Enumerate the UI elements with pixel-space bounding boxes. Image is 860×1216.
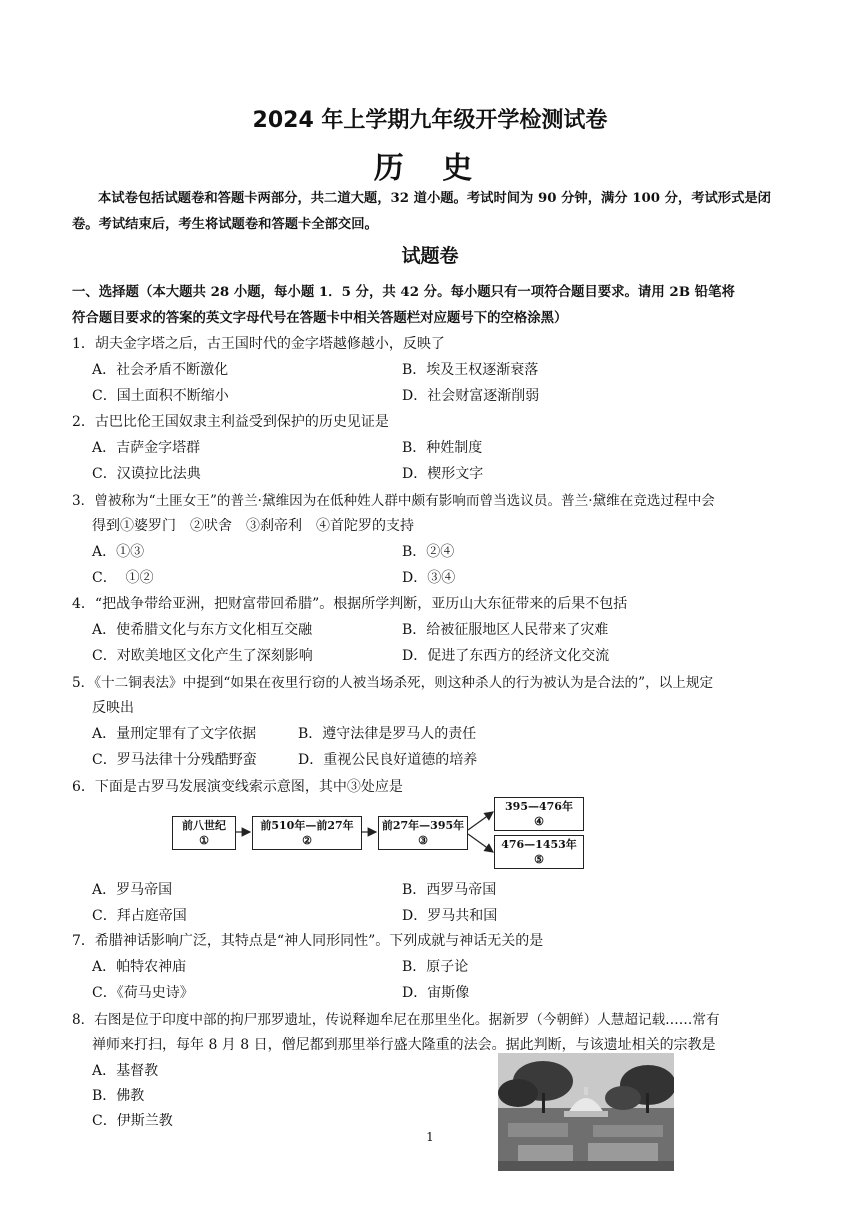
timeline-box-4	[494, 797, 584, 831]
question-5-stem-line-1: 5．《十二铜表法》中提到“如果在夜里行窃的人被当场杀死，则这种杀人的行为被认为是合法的”，以上规定	[72, 675, 714, 691]
question-3-option-a: A．①③	[92, 544, 145, 560]
question-8-stem-line-1: 8．右图是位于印度中部的拘尸那罗遗址，传说释迦牟尼在那里坐化。据新罗（今朝鲜）人慧超记载……常有	[72, 1012, 720, 1028]
question-6-option-d: D．罗马共和国	[402, 908, 498, 924]
page-number: 1	[426, 1130, 434, 1144]
timeline-box-2	[252, 816, 362, 850]
question-2-option-c: C．汉谟拉比法典	[92, 466, 201, 482]
question-1-option-d: D．社会财富逐渐削弱	[402, 388, 540, 404]
timeline-box-1	[172, 816, 236, 850]
timeline-box-4-mark: ④	[534, 815, 544, 828]
timeline-box-1-period: 前八世纪	[182, 819, 226, 832]
question-7-option-b: B．原子论	[402, 959, 469, 975]
question-4-option-d: D．促进了东西方的经济文化交流	[402, 648, 610, 664]
question-4-option-b: B．给被征服地区人民带来了灾难	[402, 622, 609, 638]
question-5-option-c: C．罗马法律十分残酷野蛮	[92, 752, 257, 768]
question-2-option-a: A．吉萨金字塔群	[92, 440, 201, 456]
timeline-box-2-period: 前510年—前27年	[260, 819, 354, 832]
question-6-option-a: A．罗马帝国	[92, 882, 173, 898]
timeline-box-3-mark: ③	[418, 834, 428, 847]
section-heading-line-1: 一、选择题（本大题共 28 小题，每小题 1．5 分，共 42 分。每小题只有一项符合题目要求。请用 2B 铅笔将	[72, 284, 735, 300]
question-6-stem: 6．下面是古罗马发展演变线索示意图，其中③处应是	[72, 779, 403, 795]
question-1-option-c: C．国土面积不断缩小	[92, 388, 229, 404]
question-4-option-c: C．对欧美地区文化产生了深刻影响	[92, 648, 313, 664]
question-7-option-c: C．《荷马史诗》	[92, 985, 194, 1001]
question-5-option-d: D．重视公民良好道德的培养	[298, 752, 478, 768]
timeline-box-3-period: 前27年—395年	[381, 819, 465, 832]
question-2-option-b: B．种姓制度	[402, 440, 483, 456]
exam-title: 2024 年上学期九年级开学检测试卷	[252, 108, 608, 133]
question-8-option-a: A．基督教	[92, 1063, 159, 1079]
timeline-box-5-mark: ⑤	[534, 853, 544, 866]
question-2-option-d: D．楔形文字	[402, 466, 484, 482]
kushinagar-site-photo	[498, 1053, 674, 1171]
question-5-option-b: B．遵守法律是罗马人的责任	[298, 726, 477, 742]
question-1-option-a: A．社会矛盾不断激化	[92, 362, 229, 378]
timeline-box-1-mark: ①	[199, 834, 209, 847]
exam-instructions: 本试卷包括试题卷和答题卡两部分，共二道大题，32 道小题。考试时间为 90 分钟，满分 100 分，考试形式是闭卷。考试结束后，考生将试题卷和答题卡全部交回。	[72, 191, 771, 232]
paper-title: 试题卷	[401, 245, 459, 267]
question-7-option-d: D．宙斯像	[402, 985, 470, 1001]
question-8-option-b: B．佛教	[92, 1088, 145, 1104]
question-5-stem-line-2: 反映出	[92, 700, 134, 716]
question-7-option-a: A．帕特农神庙	[92, 959, 187, 975]
timeline-box-5-period: 476—1453年	[501, 838, 577, 851]
question-8-stem-line-2: 禅师来打扫，每年 8 月 8 日，僧尼都到那里举行盛大隆重的法会。据此判断，与该遗址相关的宗教是	[92, 1037, 716, 1053]
question-6-option-b: B．西罗马帝国	[402, 882, 497, 898]
question-3-stem-line-2: 得到①婆罗门 ②吠舍 ③刹帝利 ④首陀罗的支持	[92, 518, 414, 534]
question-5-option-a: A．量刑定罪有了文字依据	[92, 726, 257, 742]
timeline-box-3	[378, 816, 468, 850]
question-7-stem: 7．希腊神话影响广泛，其特点是“神人同形同性”。下列成就与神话无关的是	[72, 933, 544, 949]
question-8-option-c: C．伊斯兰教	[92, 1113, 173, 1129]
section-heading-line-2: 符合题目要求的答案的英文字母代号在答题卡中相关答题栏对应题号下的空格涂黑）	[72, 310, 568, 326]
question-1-stem: 1．胡夫金字塔之后，古王国时代的金字塔越修越小，反映了	[72, 336, 445, 352]
question-3-option-b: B．②④	[402, 544, 455, 560]
question-4-option-a: A．使希腊文化与东方文化相互交融	[92, 622, 313, 638]
timeline-box-4-period: 395—476年	[505, 800, 573, 813]
question-6-option-c: C．拜占庭帝国	[92, 908, 187, 924]
question-1-option-b: B．埃及王权逐渐衰落	[402, 362, 539, 378]
question-3-option-c: C． ①②	[92, 570, 154, 586]
question-3-option-d: D．③④	[402, 570, 456, 586]
timeline-box-2-mark: ②	[302, 834, 312, 847]
timeline-box-5	[494, 835, 584, 869]
question-2-stem: 2．古巴比伦王国奴隶主利益受到保护的历史见证是	[72, 414, 389, 430]
question-4-stem: 4．“把战争带给亚洲，把财富带回希腊”。根据所学判断，亚历山大东征带来的后果不包括	[72, 596, 628, 612]
subject-title: 历 史	[373, 151, 487, 186]
question-3-stem-line-1: 3．曾被称为“土匪女王”的普兰·黛维因为在低种姓人群中颇有影响而曾当选议员。普兰·黛维在竞选过程中会	[72, 493, 715, 509]
